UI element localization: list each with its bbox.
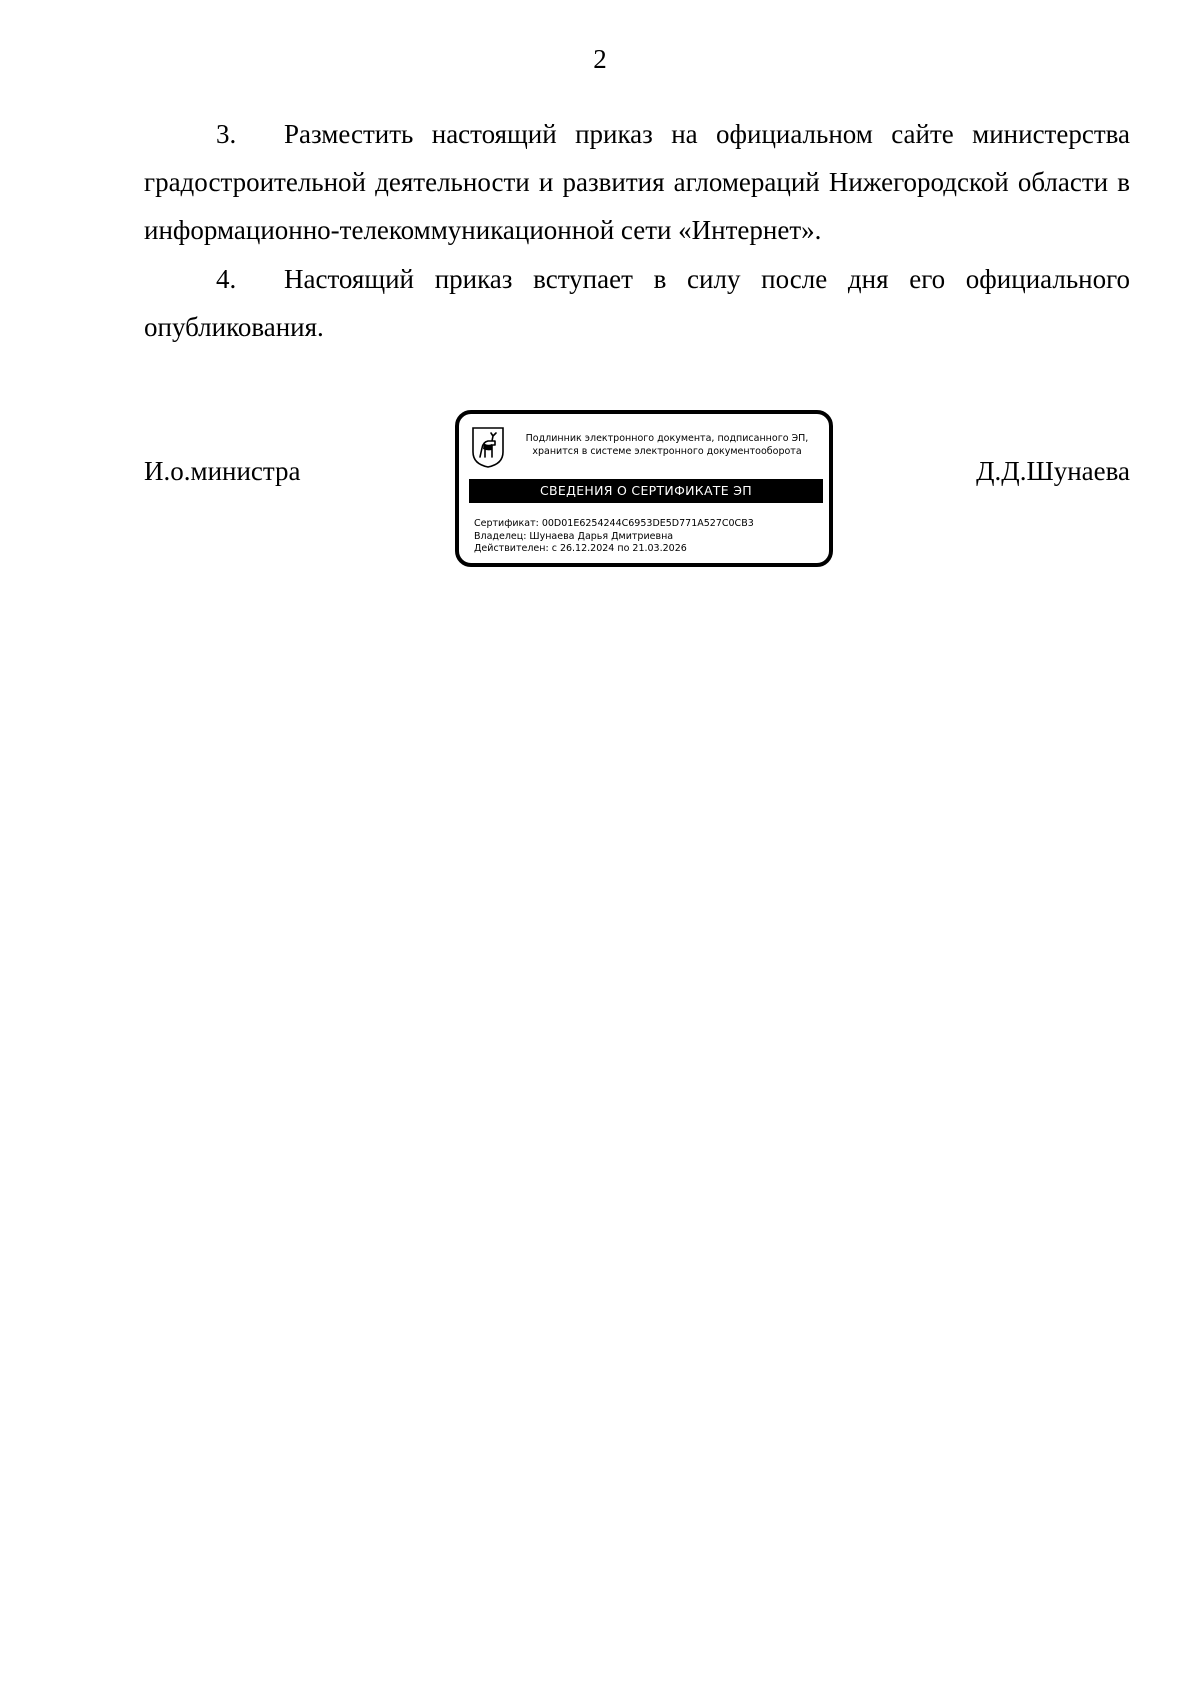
signer-name: Д.Д.Шунаева — [976, 456, 1130, 486]
paragraph-4-text: Настоящий приказ вступает в силу после дня его официального опубликования. — [144, 264, 1130, 342]
paragraph-3-text: Разместить настоящий приказ на официальном сайте министерства градостроительной деятельности и развития агломераций Нижегородской области в информационно-телекоммуникационной сети «Интернет». — [144, 119, 1130, 245]
paragraph-3-number: 3. — [216, 119, 237, 149]
coat-of-arms-icon — [471, 426, 505, 468]
stamp-validity: Действителен: с 26.12.2024 по 21.03.2026 — [474, 543, 687, 554]
stamp-header — [507, 432, 827, 458]
stamp-details — [474, 518, 824, 556]
stamp-header-line-2: хранится в системе электронного документооборота — [532, 446, 802, 457]
signer-title: И.о.министра — [144, 456, 301, 486]
paragraph-4-number: 4. — [216, 264, 237, 294]
paragraph-4 — [144, 255, 1130, 351]
electronic-signature-stamp — [455, 410, 833, 567]
stamp-certificate: Сертификат: 00D01E6254244C6953DE5D771A527C0CB3 — [474, 518, 754, 529]
stamp-header-line-1: Подлинник электронного документа, подписанного ЭП, — [525, 433, 809, 444]
paragraph-3 — [144, 110, 1130, 254]
stamp-owner: Владелец: Шунаева Дарья Дмитриевна — [474, 530, 674, 542]
stamp-certificate-bar: СВЕДЕНИЯ О СЕРТИФИКАТЕ ЭП — [469, 479, 823, 503]
page-number: 2 — [593, 44, 607, 74]
